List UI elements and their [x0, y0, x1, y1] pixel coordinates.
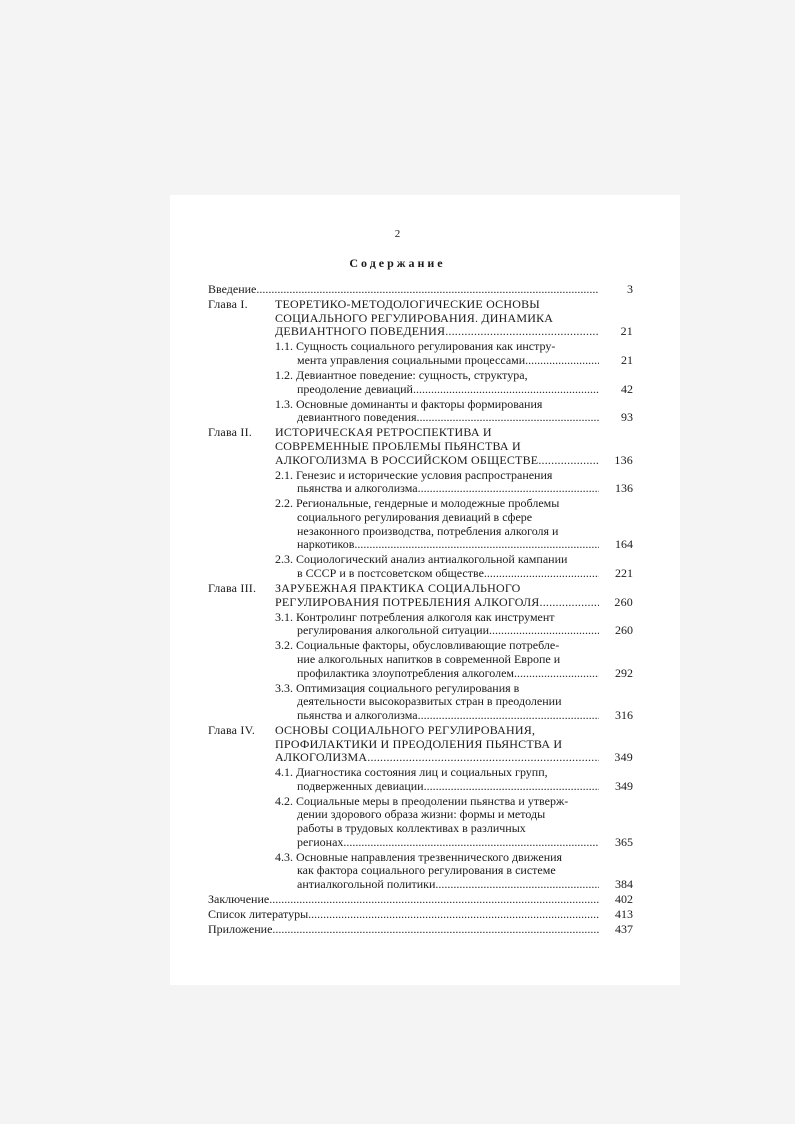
page-ref: 3: [627, 282, 633, 296]
entry-text-line: ОСНОВЫ СОЦИАЛЬНОГО РЕГУЛИРОВАНИЯ,: [275, 722, 536, 737]
entry-text-line: антиалкогольной политики: [297, 876, 436, 891]
toc-chapter[interactable]: [208, 724, 633, 765]
page-ref: 260: [614, 594, 633, 609]
toc-section[interactable]: [208, 611, 633, 638]
page-ref: 21: [621, 352, 633, 367]
toc-section[interactable]: [208, 682, 633, 723]
page-ref: 384: [615, 876, 633, 891]
page-ref: 164: [615, 537, 633, 552]
dot-leader: [418, 482, 599, 496]
dot-leader: [435, 878, 599, 892]
entry-text-line: 1.2. Девиантное поведение: сущность, структура,: [275, 368, 528, 383]
toc-section[interactable]: [208, 497, 633, 551]
entry-text-line: 1.3. Основные доминанты и факторы формирования: [275, 396, 543, 411]
entry-text-line: СОВРЕМЕННЫЕ ПРОБЛЕМЫ ПЬЯНСТВА И: [275, 439, 521, 454]
dot-leader: [367, 751, 599, 765]
entry-text-line: 4.3. Основные направления трезвеннического движения: [275, 849, 563, 864]
chapter-label: Глава I.: [208, 297, 248, 312]
dot-leader: [445, 325, 599, 339]
page-ref: 292: [615, 665, 633, 680]
toc-section[interactable]: [208, 553, 633, 580]
dot-leader: [256, 283, 599, 297]
entry-text-line: АЛКОГОЛИЗМА: [275, 750, 368, 765]
page-ref: 349: [614, 750, 633, 765]
chapter-label: Глава II.: [208, 425, 252, 440]
entry-text-line: регионах: [297, 834, 344, 849]
dot-leader: [308, 908, 599, 922]
entry-text-line: СОЦИАЛЬНОГО РЕГУЛИРОВАНИЯ. ДИНАМИКА: [275, 310, 554, 325]
entry-text-line: Заключение: [208, 892, 270, 907]
toc-section[interactable]: [208, 639, 633, 680]
entry-text-line: АЛКОГОЛИЗМА В РОССИЙСКОМ ОБЩЕСТВЕ..: [275, 452, 545, 467]
toc-chapter[interactable]: [208, 582, 633, 609]
entry-text-line: ДЕВИАНТНОГО ПОВЕДЕНИЯ: [275, 324, 446, 339]
entry-text-line: регулирования алкогольной ситуации: [297, 623, 490, 638]
entry-text-line: в СССР и в постсоветском обществе: [297, 565, 484, 580]
entry-text-line: 2.2. Региональные, гендерные и молодежные проблемы: [275, 496, 560, 511]
entry-text-line: девиантного поведения: [297, 410, 417, 425]
entry-text-line: 3.1. Контролинг потребления алкоголя как инструмент: [275, 609, 555, 624]
toc-section[interactable]: [208, 369, 633, 396]
entry-text-line: 3.3. Оптимизация социального регулирования в: [275, 680, 520, 695]
toc-entry-closing[interactable]: [208, 908, 633, 922]
entry-text-line: 4.1. Диагностика состояния лиц и социальных групп,: [275, 765, 548, 780]
page-ref: 402: [615, 892, 633, 907]
dot-leader: [525, 354, 599, 368]
dot-leader: [540, 596, 599, 610]
page-ref: 93: [621, 410, 633, 425]
page-ref: 365: [615, 834, 633, 849]
entry-text-line: пьянства и алкоголизма: [297, 707, 418, 722]
chapter-label: Глава IV.: [208, 722, 256, 737]
entry-text-line: Приложение: [208, 922, 273, 937]
entry-text-line: ИСТОРИЧЕСКАЯ РЕТРОСПЕКТИВА И: [275, 425, 492, 440]
entry-text-line: ние алкогольных напитков в современной Европе и: [297, 651, 561, 666]
entry-text-line: наркотиков.: [297, 537, 358, 552]
page-ref: 221: [615, 565, 633, 580]
dot-leader: [343, 836, 599, 850]
toc-entry-closing[interactable]: [208, 893, 633, 907]
page-ref: 42: [621, 381, 633, 396]
entry-text-line: пьянства и алкоголизма: [297, 481, 418, 496]
page-ref: 349: [615, 778, 633, 793]
dot-leader: [418, 709, 599, 723]
entry-text-line: ПРОФИЛАКТИКИ И ПРЕОДОЛЕНИЯ ПЬЯНСТВА И: [275, 736, 563, 751]
toc-chapter[interactable]: [208, 298, 633, 339]
dot-leader: [514, 667, 599, 681]
dot-leader: [357, 538, 599, 552]
toc-entry-intro[interactable]: [208, 283, 633, 297]
toc-chapter[interactable]: [208, 426, 633, 467]
toc-section[interactable]: [208, 851, 633, 892]
entry-text-line: социального регулирования девиаций в сфере: [297, 510, 533, 524]
entry-text-line: подверженных девиации: [297, 778, 424, 793]
toc-section[interactable]: [208, 340, 633, 367]
entry-text-line: 4.2. Социальные меры в преодолении пьянства и утверж-: [275, 793, 569, 808]
page-ref: 136: [614, 452, 633, 467]
entry-text-line: 1.1. Сущность социального регулирования как инстру-: [275, 339, 556, 354]
page-ref: 437: [615, 922, 633, 937]
chapter-label: Глава III.: [208, 580, 257, 595]
entry-text-line: профилактика злоупотребления алкоголем: [297, 665, 514, 680]
dot-leader: [272, 923, 599, 937]
dot-leader: [424, 780, 599, 794]
entry-text-line: работы в трудовых коллективах в различных: [297, 821, 526, 836]
entry-text-line: Список литературы: [208, 907, 309, 922]
toc-entry-closing[interactable]: [208, 923, 633, 937]
page-ref: 413: [615, 907, 633, 922]
page-ref: 316: [615, 707, 633, 722]
page-number: 2: [394, 228, 401, 240]
toc-section[interactable]: [208, 469, 633, 496]
dot-leader: [417, 411, 599, 425]
entry-text-line: 3.2. Социальные факторы, обусловливающие потребле-: [275, 638, 560, 653]
entry-text-line: ТЕОРЕТИКО-МЕТОДОЛОГИЧЕСКИЕ ОСНОВЫ: [275, 297, 540, 312]
entry-text-line: мента управления социальными процессами: [297, 352, 526, 367]
page-title: Содержание: [349, 256, 446, 270]
dot-leader: [484, 567, 599, 581]
page-ref: 21: [620, 324, 633, 339]
dot-leader: [545, 454, 599, 468]
entry-text-line: 2.1. Генезис и исторические условия распространения: [275, 467, 553, 482]
toc-section[interactable]: [208, 795, 633, 849]
dot-leader: [269, 893, 599, 907]
entry-text-line: деятельности высокоразвитых стран в преодолении: [297, 694, 562, 709]
page-ref: 136: [615, 481, 633, 496]
entry-text-line: ЗАРУБЕЖНАЯ ПРАКТИКА СОЦИАЛЬНОГО: [275, 580, 521, 595]
dot-leader: [413, 383, 599, 397]
entry-text-line: Введение: [208, 282, 257, 296]
page-ref: 260: [615, 623, 633, 638]
dot-leader: [489, 624, 599, 638]
entry-text-line: 2.3. Социологический анализ антиалкогольной кампании: [275, 552, 568, 567]
table-of-contents: [208, 283, 633, 938]
entry-text-line: дении здорового образа жизни: формы и методы: [297, 807, 546, 822]
toc-section[interactable]: [208, 398, 633, 425]
entry-text-line: как фактора социального регулирования в системе: [297, 863, 556, 878]
toc-section[interactable]: [208, 766, 633, 793]
entry-text-line: РЕГУЛИРОВАНИЯ ПОТРЕБЛЕНИЯ АЛКОГОЛЯ: [275, 594, 540, 609]
entry-text-line: незаконного производства, потребления алкоголя и: [297, 523, 559, 538]
entry-text-line: преодоление девиаций: [297, 381, 413, 396]
